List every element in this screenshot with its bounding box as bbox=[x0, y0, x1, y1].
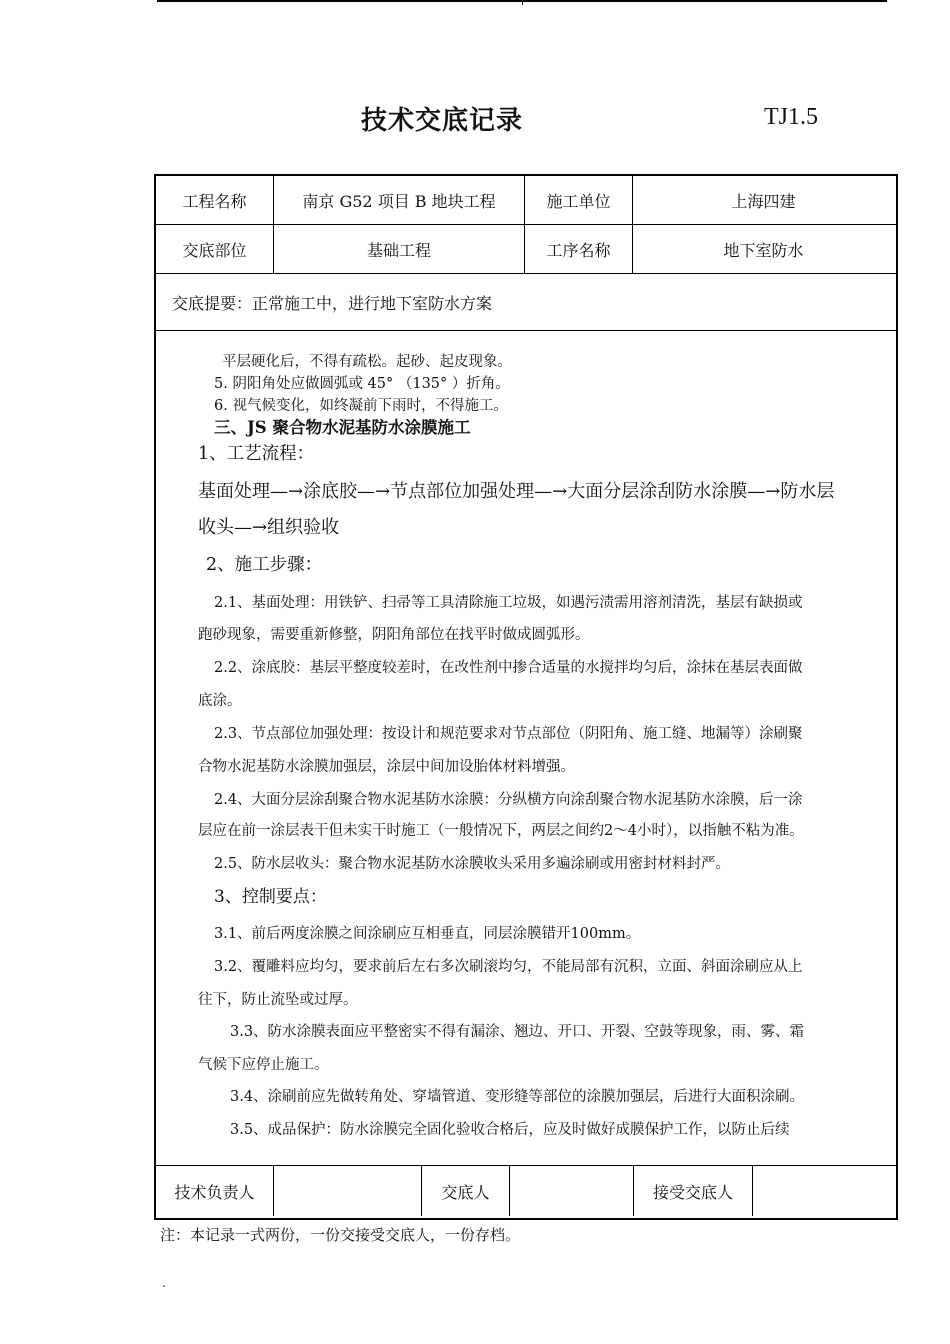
col-divider bbox=[752, 1165, 753, 1216]
content-line: 3.1、前后两度涂膜之间涂刷应互相垂直，同层涂膜错开100mm。 bbox=[214, 926, 641, 942]
content-line: 2.5、防水层收头：聚合物水泥基防水涂膜收头采用多遍涂刷或用密封材料封严。 bbox=[214, 856, 731, 872]
process-label: 工序名称 bbox=[546, 240, 611, 260]
top-tick bbox=[522, 0, 523, 5]
document-title: 技术交底记录 bbox=[361, 106, 524, 136]
content-line: 5. 阴阳角处应做圆弧或 45° （135° ）折角。 bbox=[214, 376, 510, 392]
content-line: 3.2、覆雕料应均匀，要求前后左右多次刷滚均匀，不能局部有沉积，立面、斜面涂刷应从上 bbox=[214, 959, 803, 975]
content-line: 底涂。 bbox=[198, 693, 242, 709]
subsection-heading: 3、控制要点： bbox=[214, 887, 327, 907]
project-name-value: 南京 G52 项目 B 地块工程 bbox=[302, 191, 496, 211]
content-line: 3.3、防水涂膜表面应平整密实不得有漏涂、翘边、开口、开裂、空鼓等现象，雨、雾、霜 bbox=[230, 1024, 805, 1040]
content-line: 6. 视气候变化，如终凝前下雨时，不得施工。 bbox=[214, 398, 508, 414]
section-heading: 三、JS 聚合物水泥基防水涂膜施工 bbox=[214, 418, 471, 437]
subsection-heading: 2、施工步骤： bbox=[206, 555, 323, 575]
content-line: 跑砂现象，需要重新修整，阴阳角部位在找平时做成圆弧形。 bbox=[198, 627, 590, 643]
content-line: 层应在前一涂层表干但未实干时施工（一般情况下，两层之间约2～4小时），以指触不粘为准。 bbox=[198, 823, 804, 839]
col-divider bbox=[509, 1165, 510, 1216]
contractor-value: 上海四建 bbox=[731, 191, 796, 211]
discloser-label: 交底人 bbox=[441, 1182, 490, 1202]
content-line: 2.3、节点部位加强处理：按设计和规范要求对节点部位（阴阳角、施工缝、地漏等）涂刷聚 bbox=[214, 726, 803, 742]
tech-lead-label: 技术负责人 bbox=[174, 1182, 255, 1202]
content-line: 3.4、涂刷前应先做转角处、穿墙管道、变形缝等部位的涂膜加强层，后进行大面积涂刷。 bbox=[230, 1089, 805, 1105]
content-line: 平层硬化后，不得有疏松。起砂、起皮现象。 bbox=[222, 354, 512, 370]
contractor-label: 施工单位 bbox=[546, 191, 611, 211]
content-line: 2.2、涂底胶：基层平整度较差时，在改性剂中掺合适量的水搅拌均匀后，涂抹在基层表面做 bbox=[214, 660, 803, 676]
part-value: 基础工程 bbox=[366, 240, 431, 260]
process-value: 地下室防水 bbox=[723, 240, 804, 260]
content-line: 3.5、成品保护：防水涂膜完全固化验收合格后，应及时做好成膜保护工作，以防止后续 bbox=[230, 1122, 790, 1138]
content-line: 气候下应停止施工。 bbox=[198, 1057, 329, 1073]
document-code: TJ1.5 bbox=[764, 104, 818, 130]
project-name-label: 工程名称 bbox=[182, 191, 247, 211]
content-line: 收头—→组织验收 bbox=[198, 517, 340, 538]
subsection-heading: 1、工艺流程： bbox=[198, 444, 315, 464]
summary-text: 交底提要：正常施工中，进行地下室防水方案 bbox=[172, 293, 493, 313]
part-label: 交底部位 bbox=[182, 240, 247, 260]
content-line: 基面处理—→涂底胶—→节点部位加强处理—→大面分层涂刮防水涂膜—→防水层 bbox=[198, 481, 835, 502]
row-divider bbox=[154, 330, 896, 331]
content-line: 合物水泥基防水涂膜加强层，涂层中间加设胎体材料增强。 bbox=[198, 759, 575, 775]
content-line: 2.4、大面分层涂刮聚合物水泥基防水涂膜：分纵横方向涂刮聚合物水泥基防水涂膜，后一涂 bbox=[214, 792, 803, 808]
content-line: 2.1、基面处理：用铁铲、扫帚等工具清除施工垃圾，如遇污渍需用溶剂清洗，基层有缺损或 bbox=[214, 595, 803, 611]
receiver-label: 接受交底人 bbox=[652, 1182, 733, 1202]
footer-note: 注：本记录一式两份，一份交接受交底人，一份存档。 bbox=[160, 1226, 521, 1244]
footer-dot: . bbox=[162, 1276, 166, 1290]
col-divider bbox=[273, 1165, 274, 1216]
content-line: 往下，防止流坠或过厚。 bbox=[198, 992, 358, 1008]
